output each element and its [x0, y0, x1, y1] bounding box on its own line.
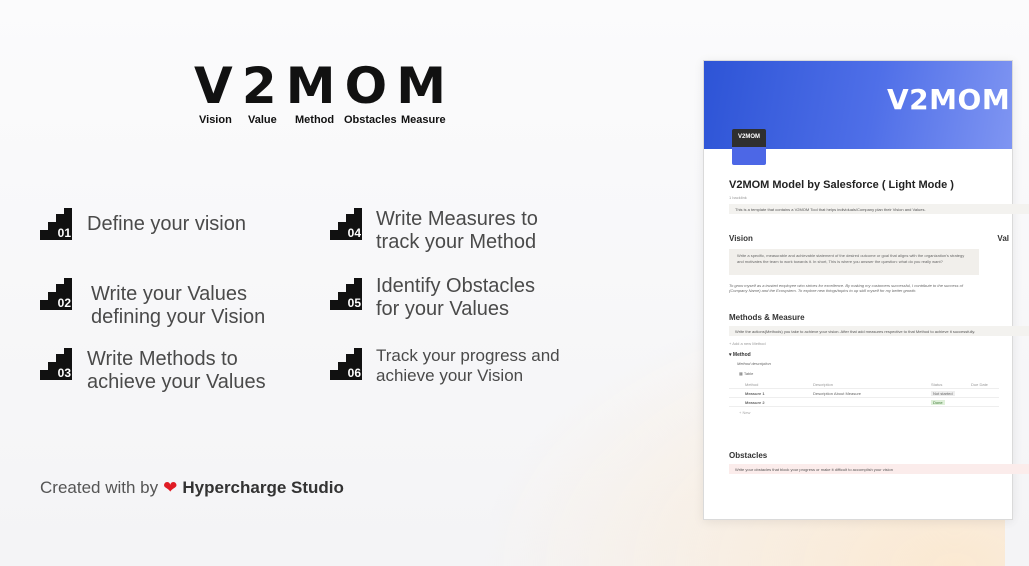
logo-letter: O: [344, 57, 388, 115]
logo-labels: [194, 114, 446, 130]
logo-label-measure: Measure: [401, 114, 446, 126]
studio-name: Hypercharge Studio: [182, 478, 344, 497]
obstacles-heading: Obstacles: [729, 451, 768, 460]
methods-callout: Write the actions(Methods) you take to achieve your vision. After that add measures respective to that Method to achieve it successfully.: [729, 326, 1029, 336]
stairs-icon: [330, 348, 362, 380]
step-text: Identify Obstacles for your Values: [376, 275, 535, 320]
logo-letters: [194, 57, 446, 115]
heart-icon: ❤: [163, 478, 178, 497]
table-header: Status: [931, 381, 943, 387]
vision-callout: Write a specific, measurable and achievable statement of the desired outcome or goal that aligns with the organization's strategy and motivates the team to work towards it. In short, This is where you answer the question: what do you really want?: [729, 249, 979, 275]
status-badge-text: Done: [933, 399, 943, 405]
vision-example: To grow myself as a trusted employee who strives for excellence. By making my customers successful, I contribute to the success of (Company Name) and the Ecosystem. To explore new things/topics to up skill myself for my better growth.: [729, 283, 963, 293]
backlink-count: 1 backlink: [729, 195, 747, 200]
step-4: [330, 208, 538, 254]
credits-prefix: Created with by: [40, 478, 159, 497]
step-6: [330, 348, 560, 386]
step-5: [330, 275, 535, 321]
step-text: Define your vision: [87, 213, 246, 235]
logo-label-vision: Vision: [199, 114, 232, 126]
obstacles-callout: Write your obstacles that block your progress or make it difficult to accomplish your vision: [729, 464, 1029, 474]
table-header: Due Date: [971, 381, 988, 387]
document-body: [729, 179, 1029, 474]
table-view-tab[interactable]: ▦ Table: [739, 371, 754, 376]
logo-label-value: Value: [248, 114, 277, 126]
doc-title: V2MOM Model by Salesforce ( Light Mode ): [729, 179, 954, 191]
table-cell: Measure 1: [745, 390, 765, 396]
status-badge: [915, 391, 955, 396]
table-header: Description: [813, 381, 834, 387]
table-row[interactable]: [729, 389, 999, 398]
stairs-icon: [40, 348, 72, 380]
status-badge-text: Not started: [933, 390, 953, 396]
methods-heading: Methods & Measure: [729, 313, 805, 322]
logo-label-method: Method: [295, 114, 335, 126]
step-number: 05: [347, 296, 361, 310]
table-row[interactable]: [729, 398, 999, 407]
intro-callout: This is a template that contains a V2MOM Tool that helps individuals/Company plan their Vision and Values.: [729, 204, 1029, 214]
step-number: 04: [347, 226, 361, 240]
step-number: 06: [347, 366, 361, 380]
logo-label-obstacles: Obstacles: [344, 114, 397, 126]
table-header: Method: [745, 381, 759, 387]
method-toggle[interactable]: ▾ Method: [729, 352, 751, 358]
step-2: [40, 278, 265, 329]
table-cell: Description About Measure: [813, 390, 862, 396]
table-cell: Measure 2: [745, 399, 765, 405]
values-heading: Val: [997, 234, 1009, 243]
step-3: [40, 348, 266, 394]
page-icon: [732, 129, 766, 165]
v2mom-logo: [194, 57, 446, 130]
credits: [40, 478, 344, 498]
table-view-label: Table: [743, 371, 754, 376]
new-row-button[interactable]: + New: [739, 410, 751, 415]
logo-letter: V: [194, 57, 233, 115]
stairs-icon: [330, 278, 362, 310]
add-method-button[interactable]: + Add a new Method: [729, 341, 766, 346]
stairs-icon: [40, 208, 72, 240]
status-badge: [915, 400, 955, 405]
step-text: Write Methods to achieve your Values: [87, 348, 266, 393]
logo-letter: M: [285, 57, 336, 115]
vision-heading: Vision: [729, 234, 753, 243]
step-text: Write Measures to track your Method: [376, 208, 538, 253]
step-number: 01: [57, 226, 71, 240]
template-preview: [703, 60, 1013, 520]
table-header-row: [729, 380, 999, 389]
banner-title: V2MOM: [887, 83, 1011, 116]
method-toggle-label: Method: [732, 352, 751, 358]
step-text: Write your Values defining your Vision: [91, 283, 266, 328]
stairs-icon: [40, 278, 72, 310]
logo-letter: 2: [241, 57, 277, 115]
logo-letter: M: [396, 57, 446, 115]
step-1: [40, 208, 246, 240]
stairs-icon: [330, 208, 362, 240]
method-description: Method description: [737, 361, 771, 366]
step-text: Track your progress and achieve your Vision: [376, 346, 560, 385]
step-number: 02: [57, 296, 71, 310]
page-icon-label: V2MOM: [737, 134, 760, 140]
step-number: 03: [57, 366, 71, 380]
measures-table: [729, 380, 999, 415]
